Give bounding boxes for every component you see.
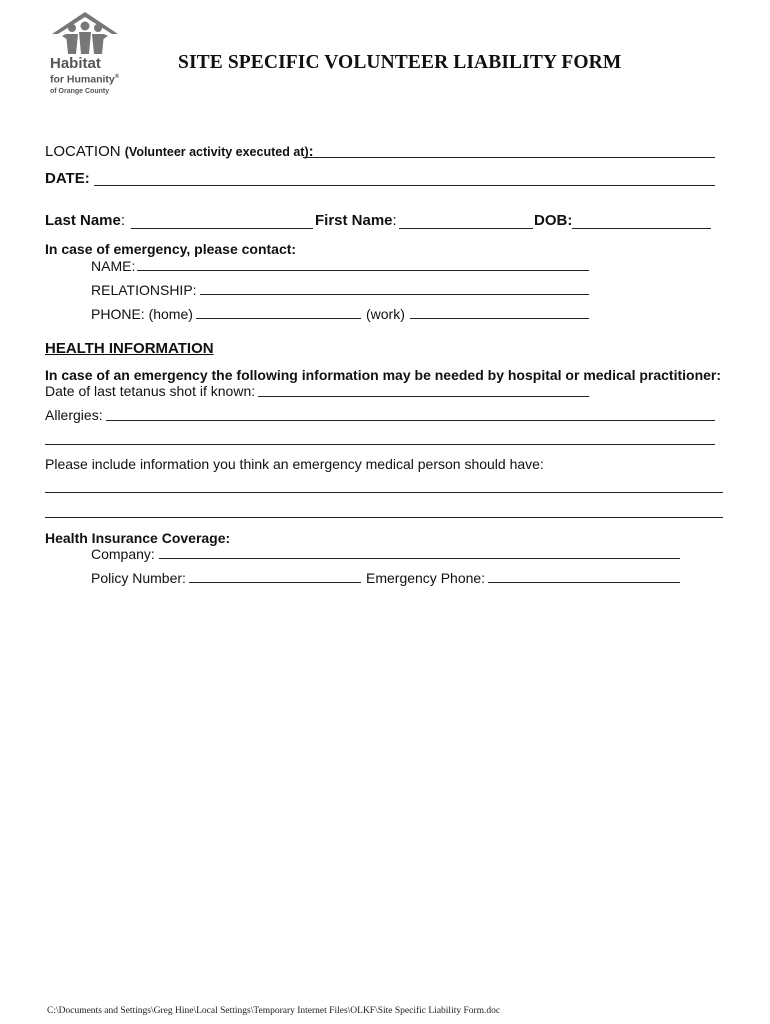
emergency-name-label: NAME: bbox=[91, 258, 136, 274]
allergies-field[interactable] bbox=[106, 420, 715, 421]
tetanus-label: Date of last tetanus shot if known: bbox=[45, 383, 256, 399]
first-name-field[interactable] bbox=[399, 228, 533, 229]
last-name-colon: : bbox=[120, 212, 126, 229]
last-name-label: Last Name bbox=[45, 212, 121, 229]
form-title: SITE SPECIFIC VOLUNTEER LIABILITY FORM bbox=[178, 52, 622, 73]
emergency-relationship-field[interactable] bbox=[200, 294, 589, 295]
policy-number-field[interactable] bbox=[189, 582, 361, 583]
dob-field[interactable] bbox=[572, 228, 711, 229]
logo-line-for-humanity: for Humanity® bbox=[50, 73, 120, 86]
emergency-phone-work-field[interactable] bbox=[410, 318, 589, 319]
medical-info-field-line-1[interactable] bbox=[45, 492, 723, 493]
emergency-phone-work-label: (work) bbox=[366, 306, 405, 322]
habitat-house-people-icon bbox=[50, 10, 120, 58]
location-sublabel: (Volunteer activity executed at) bbox=[124, 145, 309, 159]
footer-file-path: C:\Documents and Settings\Greg Hine\Local Settings\Temporary Internet Files\OLKF\Site Specific Liability Form.doc bbox=[47, 1006, 501, 1016]
location-label-group bbox=[45, 143, 314, 160]
location-label: LOCATION bbox=[45, 143, 121, 160]
emergency-relationship-label: RELATIONSHIP: bbox=[91, 282, 197, 298]
emergency-heading: In case of emergency, please contact: bbox=[45, 241, 297, 257]
logo-line-habitat: Habitat bbox=[50, 55, 101, 72]
medical-info-label: Please include information you think an emergency medical person should have: bbox=[45, 456, 544, 472]
health-heading: HEALTH INFORMATION bbox=[45, 340, 214, 357]
allergies-field-line-2[interactable] bbox=[45, 444, 715, 445]
last-name-label-group bbox=[45, 212, 125, 229]
emergency-name-field[interactable] bbox=[137, 270, 589, 271]
logo-line-orange-county: of Orange County bbox=[50, 87, 110, 95]
medical-info-field-line-2[interactable] bbox=[45, 517, 723, 518]
emergency-phone-label: Emergency Phone: bbox=[366, 570, 486, 586]
tetanus-field[interactable] bbox=[258, 396, 589, 397]
insurance-company-label: Company: bbox=[91, 546, 155, 562]
date-field[interactable] bbox=[94, 185, 715, 186]
first-name-label-group bbox=[315, 212, 397, 229]
dob-label: DOB: bbox=[534, 212, 573, 229]
policy-number-label: Policy Number: bbox=[91, 570, 186, 586]
logo-text bbox=[50, 56, 120, 97]
insurance-company-field[interactable] bbox=[159, 558, 680, 559]
location-colon: : bbox=[308, 143, 314, 160]
date-label: DATE: bbox=[45, 170, 90, 187]
health-notice: In case of an emergency the following information may be needed by hospital or medical practitioner: bbox=[45, 367, 722, 383]
emergency-phone-field[interactable] bbox=[488, 582, 680, 583]
first-name-colon: : bbox=[392, 212, 397, 229]
last-name-field[interactable] bbox=[131, 228, 313, 229]
allergies-label: Allergies: bbox=[45, 407, 103, 423]
location-field[interactable] bbox=[303, 157, 715, 158]
emergency-phone-home-label: PHONE: (home) bbox=[91, 306, 193, 322]
insurance-heading: Health Insurance Coverage: bbox=[45, 530, 231, 546]
emergency-phone-home-field[interactable] bbox=[196, 318, 361, 319]
first-name-label: First Name bbox=[315, 212, 393, 229]
